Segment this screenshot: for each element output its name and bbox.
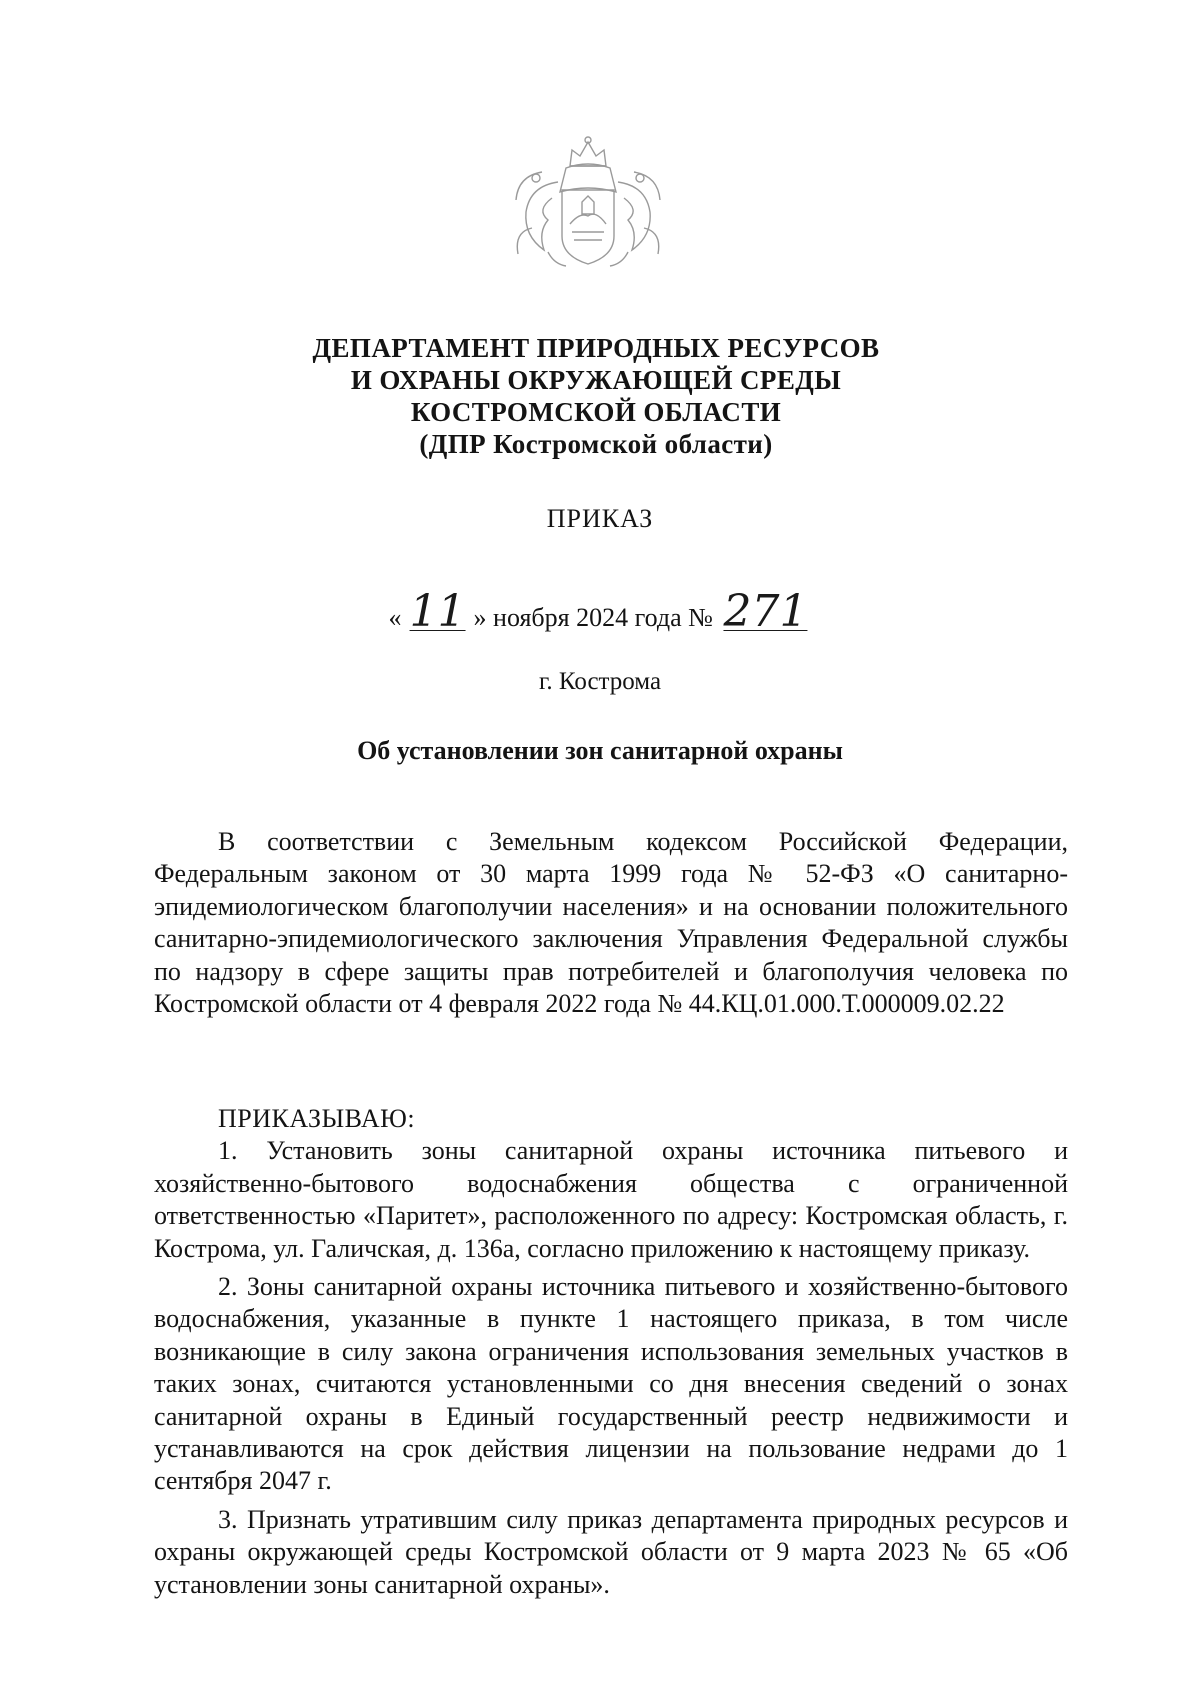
order-block: [154, 1103, 1068, 1607]
document-type: ПРИКАЗ: [546, 504, 654, 533]
basis-paragraph: В соответствии с Земельным кодексом Российской Федерации, Федеральным законом от 30 марта 1999 года № 52-ФЗ «О санитарно-эпидемиологическом благополучии населения» и на основании положительного санитарно-эпидемиологического заключения Управления Федеральной службы по надзору в сфере защиты прав потребителей и благополучия человека по Костромской области от 4 февраля 2022 года № 44.КЦ.01.000.Т.000009.02.22: [154, 827, 1068, 1019]
clause-3: 3. Признать утратившим силу приказ департамента природных ресурсов и охраны окружающей среды Костромской области от 9 марта 2023 № 65 «Об установлении зоны санитарной охраны».: [154, 1504, 1068, 1599]
header-line-3: КОСТРОМСКОЙ ОБЛАСТИ: [410, 397, 782, 427]
order-word: ПРИКАЗЫВАЮ:: [218, 1104, 416, 1133]
header-line-2: И ОХРАНЫ ОКРУЖАЮЩЕЙ СРЕДЫ: [350, 365, 842, 395]
handwritten-order-number: 271: [723, 586, 808, 637]
header-line-4: (ДПР Костромской области): [419, 429, 773, 459]
clause-2: 2. Зоны санитарной охраны источника питьевого и хозяйственно-бытового водоснабжения, указанные в пункте 1 настоящего приказа, в том числе возникающие в силу закона ограничения использования земельных участков в таких зонах, считаются установленными со дня внесения сведений о зонах санитарной охраны в Единый государственный реестр недвижимости и устанавливаются на срок действия лицензии на пользование недрами до 1 сентября 2047 г.: [154, 1272, 1068, 1496]
header-line-1: ДЕПАРТАМЕНТ ПРИРОДНЫХ РЕСУРСОВ: [312, 333, 880, 363]
order-title: Об установлении зон санитарной охраны: [357, 736, 843, 765]
date-close-quote: »: [473, 603, 487, 632]
date-number-line: [0, 586, 1200, 637]
clause-1: 1. Установить зоны санитарной охраны источника питьевого и хозяйственно-бытового водоснабжения общества с ограниченной ответственностью «Паритет», расположенного по адресу: Костромская область, г. Кострома, ул. Галичская, д. 136а, согласно приложению к настоящему приказу.: [154, 1136, 1068, 1263]
organization-header: [250, 332, 942, 460]
handwritten-day: 11: [409, 586, 466, 637]
date-month-year: ноября 2024 года №: [486, 603, 720, 632]
coat-of-arms-emblem: [508, 132, 668, 270]
kostroma-coat-of-arms-icon: [508, 132, 668, 270]
city-line: г. Кострома: [538, 668, 662, 695]
date-open-quote: «: [388, 603, 402, 632]
